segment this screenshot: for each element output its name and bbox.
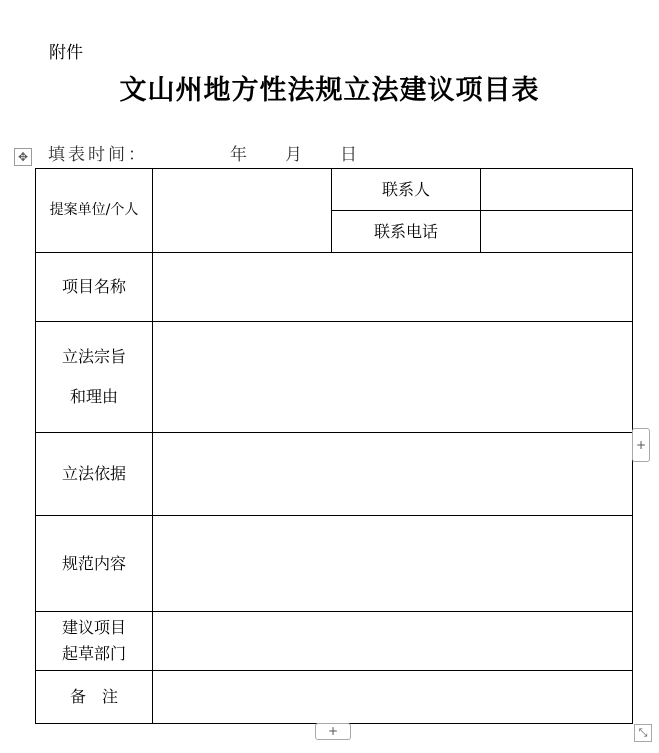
fill-time-row (48, 140, 148, 165)
purpose-label-line1: 立法宗旨 (61, 347, 126, 366)
remarks-value-cell[interactable] (153, 671, 633, 724)
drafting-dept-label-line1: 建议项目 (61, 618, 126, 638)
purpose-value-cell[interactable] (153, 322, 633, 433)
proposer-value-cell[interactable] (153, 169, 332, 253)
contact-phone-label: 联系电话 (332, 211, 481, 253)
project-name-label: 项目名称 (36, 253, 153, 322)
proposer-label: 提案单位/个人 (36, 169, 153, 253)
basis-value-cell[interactable] (153, 433, 633, 516)
purpose-label (36, 322, 153, 433)
fill-time-label: 填表时间： (48, 145, 148, 165)
purpose-label-line2: 和理由 (69, 387, 118, 406)
table-resize-handle-icon[interactable]: ⤡ (634, 724, 652, 742)
project-name-value-cell[interactable] (153, 253, 633, 322)
add-row-button[interactable]: + (315, 723, 351, 740)
basis-label: 立法依据 (36, 433, 153, 516)
table-move-handle-icon[interactable]: ✥ (14, 148, 32, 166)
contact-person-label: 联系人 (332, 169, 481, 211)
fill-time-year: 年 (230, 145, 250, 165)
drafting-dept-label (36, 612, 153, 671)
attachment-label: 附件 (49, 43, 83, 63)
contact-phone-value-cell[interactable] (481, 211, 633, 253)
fill-time-day: 日 (340, 145, 360, 165)
fill-time-month: 月 (285, 145, 305, 165)
remarks-label: 备 注 (36, 671, 153, 724)
page-title: 文山州地方性法规立法建议项目表 (119, 75, 540, 106)
add-column-button[interactable]: + (632, 428, 650, 462)
content-label: 规范内容 (36, 516, 153, 612)
proposal-form-table (35, 168, 633, 724)
drafting-dept-value-cell[interactable] (153, 612, 633, 671)
drafting-dept-label-line2: 起草部门 (61, 644, 126, 663)
contact-person-value-cell[interactable] (481, 169, 633, 211)
content-value-cell[interactable] (153, 516, 633, 612)
